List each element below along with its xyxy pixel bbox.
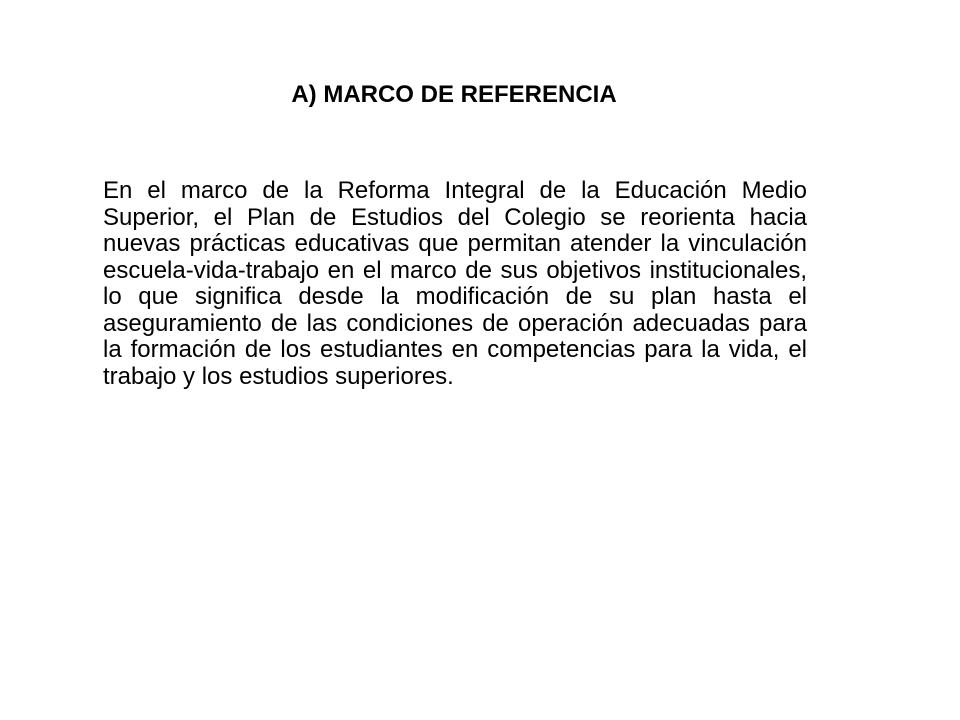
slide-title-text: A) MARCO DE REFERENCIA	[291, 81, 617, 108]
slide-title	[0, 80, 908, 110]
slide-body-paragraph: En el marco de la Reforma Integral de la Educación Medio Superior, el Plan de Estudios del Colegio se reorienta hacia nuevas prácticas educativas que permitan atender la vinculación escuela-vida-trabajo en el marco de sus objetivos institucionales, lo que significa desde la modificación de su plan hasta el aseguramiento de las condiciones de operación adecuadas para la formación de los estudiantes en competencias para la vida, el trabajo y los estudios superiores.	[103, 177, 807, 390]
